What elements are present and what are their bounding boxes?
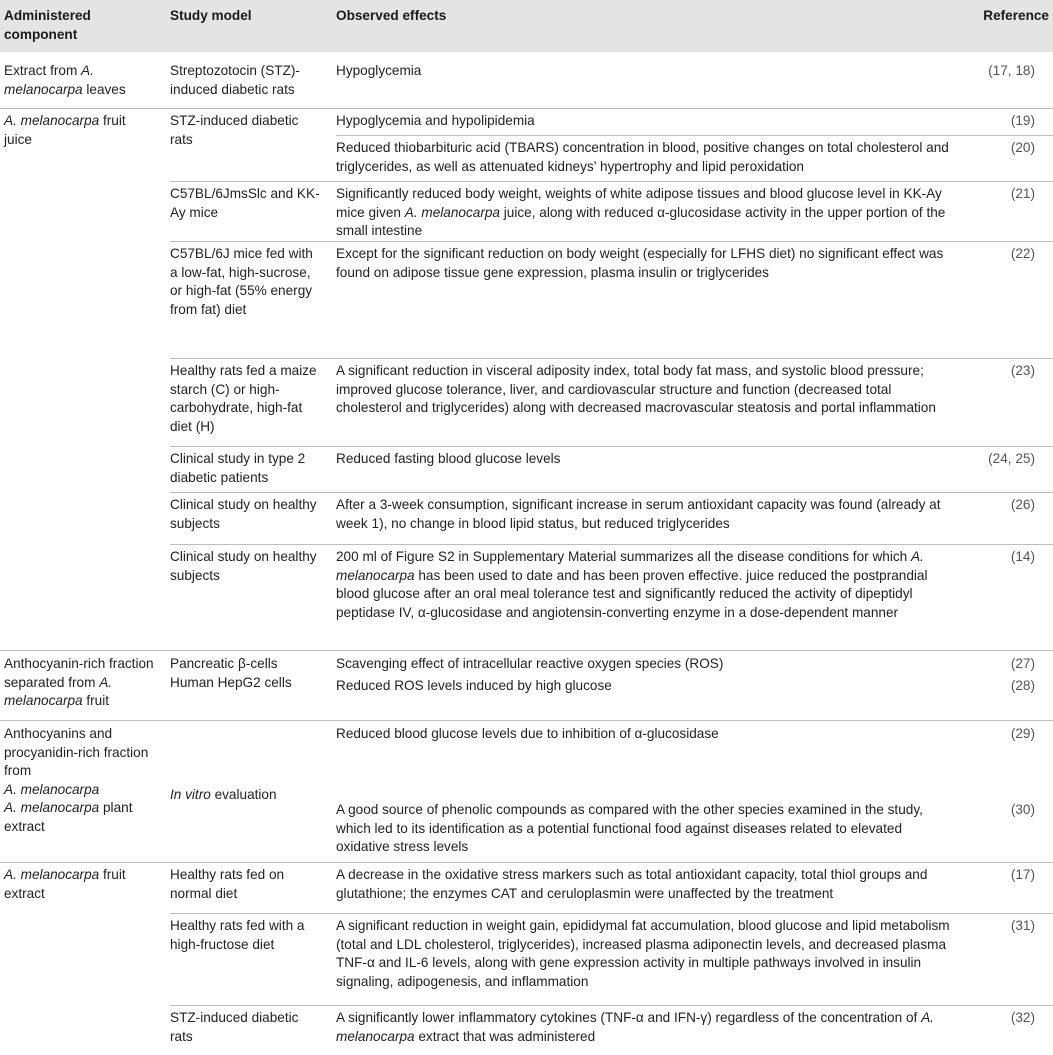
- text-run: Clinical study on healthy subjects: [170, 549, 317, 583]
- model-divider: [170, 358, 1053, 359]
- reference-cell: (32): [1010, 1010, 1035, 1025]
- text-run: Clinical study in type 2 diabetic patients: [170, 451, 306, 485]
- reference-cell: (14): [1010, 549, 1035, 564]
- observed-effect: [336, 62, 954, 81]
- reference-cell: (17): [1010, 867, 1035, 882]
- entry-divider: [336, 135, 1053, 136]
- text-run: plant extract: [4, 800, 133, 834]
- text-run: Human HepG2 cells: [170, 674, 292, 690]
- model-divider: [170, 241, 1053, 242]
- text-run: Reduced fasting blood glucose levels: [336, 451, 561, 466]
- text-run: After a 3-week consumption, significant increase in serum antioxidant capacity was found (already at week 1), no change in blood lipid status, but reduced triglycerides: [336, 497, 941, 531]
- text-run: Except for the significant reduction on body weight (especially for LFHS diet) no significant effect was found on adipose tissue gene expression, plasma insulin or triglycerides: [336, 246, 944, 280]
- group-divider: [0, 720, 1053, 721]
- observed-effect: [336, 496, 954, 533]
- text-run: A significant reduction in visceral adiposity index, total body fat mass, and systolic blood pressure; improved glucose tolerance, liver, and cardiovascular structure and function (decreased total cholesterol and triglycerides) along with decreased macrovascular steatosis and portal inflammation: [336, 363, 936, 415]
- text-run: Hypoglycemia and hypolipidemia: [336, 113, 535, 128]
- model-divider: [170, 492, 1053, 493]
- italic-text: A. melanocarpa: [4, 800, 100, 815]
- text-run: Anthocyanin-rich fraction separated from: [4, 656, 154, 690]
- text-run: Healthy rats fed with a high-fructose diet: [170, 918, 305, 952]
- observed-effect: [336, 801, 954, 857]
- study-model: [170, 655, 322, 692]
- text-run: leaves: [82, 81, 126, 97]
- reference-cell: (20): [1010, 140, 1035, 155]
- reference-cell: (22): [1010, 246, 1035, 261]
- italic-text: A. melanocarpa: [4, 63, 94, 97]
- text-run: fruit juice: [4, 113, 126, 147]
- study-model: [170, 112, 322, 149]
- table-header: [0, 0, 1053, 52]
- text-run: Extract from: [4, 63, 82, 78]
- study-model: [170, 496, 322, 533]
- text-run: STZ-induced diabetic rats: [170, 1010, 299, 1044]
- text-run: Significantly reduced body weight, weights of white adipose tissues and blood glucose level in KK-Ay mice given: [336, 186, 942, 220]
- observed-effect: [336, 139, 954, 176]
- reference-cell: (21): [1010, 186, 1035, 201]
- study-model: [170, 245, 322, 319]
- text-run: fruit extract: [4, 867, 126, 901]
- reference-cell: (19): [1010, 113, 1035, 128]
- reference-cell: (24, 25): [988, 451, 1035, 466]
- model-divider: [170, 544, 1053, 545]
- study-model: [170, 866, 322, 903]
- reference-cell: (17, 18): [988, 63, 1035, 78]
- italic-text: A. melanocarpa: [4, 867, 100, 882]
- italic-text: A. melanocarpa: [336, 1010, 934, 1044]
- study-model: [170, 548, 322, 585]
- text-run: A good source of phenolic compounds as compared with the other species examined in the study, which led to its identification as a potential functional food against diseases related to elevated oxidative stress levels: [336, 802, 923, 854]
- header-observed-effects: Observed effects: [336, 8, 447, 23]
- administered-component: [4, 866, 154, 903]
- text-run: extract that was administered: [414, 1028, 596, 1044]
- observed-effect: [336, 112, 954, 131]
- observed-effect: [336, 1009, 954, 1046]
- header-component: Administered component: [4, 8, 91, 42]
- group-divider: [0, 862, 1053, 863]
- text-run: A decrease in the oxidative stress markers such as total antioxidant capacity, total thiol groups and glutathione; the enzymes CAT and ceruloplasmin were unaffected by the treatment: [336, 867, 928, 901]
- text-run: C57BL/6JmsSlc and KK-Ay mice: [170, 186, 320, 220]
- group-divider: [0, 650, 1053, 651]
- text-run: A significant reduction in weight gain, epididymal fat accumulation, blood glucose and lipid metabolism (total and LDL cholesterol, triglycerides), increased plasma adiponectin levels, and decreased plasma TNF-α and IL-6 levels, along with gene expression activity in multiple pathways involved in insulin signaling, adipogenesis, and inflammation: [336, 918, 950, 989]
- study-model: [170, 1009, 322, 1046]
- study-model: [170, 786, 322, 805]
- text-run: Hypoglycemia: [336, 63, 422, 78]
- administered-component: [4, 725, 154, 836]
- italic-text: In vitro: [170, 787, 211, 802]
- reference-cell: (27): [1010, 656, 1035, 671]
- text-run: has been used to date and has been proven effective. juice reduced the postprandial blood glucose after an oral meal tolerance test and significantly reduced the activity of dipeptidyl peptidase IV, α-glucosidase and angiotensin-converting enzyme in a dose-dependent manner: [336, 567, 928, 620]
- reference-cell: (31): [1010, 918, 1035, 933]
- text-run: Reduced thiobarbituric acid (TBARS) concentration in blood, positive changes on total cholesterol and triglycerides, as well as attenuated kidneys’ hypertrophy and lipid peroxidation: [336, 140, 949, 174]
- text-run: juice, along with reduced α-glucosidase activity in the upper portion of the small intestine: [336, 204, 946, 238]
- observed-effect: [336, 245, 954, 282]
- model-divider: [170, 1005, 1053, 1006]
- text-run: Scavenging effect of intracellular reactive oxygen species (ROS): [336, 656, 724, 671]
- text-run: fruit: [82, 693, 110, 708]
- observed-effect: [336, 185, 954, 241]
- italic-text: A. melanocarpa: [336, 549, 924, 583]
- observed-effect: [336, 725, 954, 744]
- text-run: Healthy rats fed on normal diet: [170, 867, 285, 901]
- model-divider: [170, 181, 1053, 182]
- header-study-model: Study model: [170, 8, 252, 23]
- model-divider: [170, 913, 1053, 914]
- administered-component: [4, 62, 154, 99]
- text-run: Anthocyanins and procyanidin-rich fraction from: [4, 726, 149, 778]
- text-run: Reduced blood glucose levels due to inhibition of α-glucosidase: [336, 726, 719, 741]
- reference-cell: (29): [1010, 726, 1035, 741]
- observed-effect: [336, 450, 954, 469]
- italic-text: A. melanocarpa: [4, 674, 113, 708]
- study-model: [170, 62, 322, 99]
- text-run: STZ-induced diabetic rats: [170, 113, 299, 147]
- reference-cell: (26): [1010, 497, 1035, 512]
- text-run: Clinical study on healthy subjects: [170, 497, 317, 531]
- text-run: 200 ml of Figure S2 in Supplementary Material summarizes all the disease conditions for which: [336, 549, 911, 564]
- study-model: [170, 450, 322, 487]
- study-model: [170, 917, 322, 954]
- observed-effect: [336, 677, 954, 696]
- observed-effect: [336, 655, 954, 674]
- administered-component: [4, 112, 154, 149]
- header-reference: Reference: [983, 8, 1049, 23]
- text-run: Reduced ROS levels induced by high glucose: [336, 678, 612, 693]
- group-divider: [0, 108, 1053, 109]
- italic-text: A. melanocarpa: [4, 113, 100, 128]
- reference-cell: (28): [1010, 678, 1035, 693]
- observed-effect: [336, 917, 954, 991]
- text-run: A significantly lower inflammatory cytokines (TNF-α and IFN-γ) regardless of the concentration of: [336, 1010, 922, 1025]
- italic-text: A. melanocarpa: [4, 781, 100, 797]
- text-run: C57BL/6J mice fed with a low-fat, high-sucrose, or high-fat (55% energy from fat) diet: [170, 246, 313, 317]
- observed-effect: [336, 866, 954, 903]
- reference-cell: (23): [1010, 363, 1035, 378]
- text-run: evaluation: [210, 787, 277, 802]
- italic-text: A. melanocarpa: [404, 204, 500, 220]
- administered-component: [4, 655, 154, 711]
- study-model: [170, 362, 322, 436]
- reference-cell: (30): [1010, 802, 1035, 817]
- observed-effect: [336, 362, 954, 418]
- text-run: Streptozotocin (STZ)-induced diabetic rats: [170, 63, 300, 97]
- study-model: [170, 185, 322, 222]
- text-run: Pancreatic β-cells: [170, 656, 278, 671]
- text-run: Healthy rats fed a maize starch (C) or high-carbohydrate, high-fat diet (H): [170, 363, 317, 434]
- observed-effect: [336, 548, 954, 622]
- model-divider: [170, 446, 1053, 447]
